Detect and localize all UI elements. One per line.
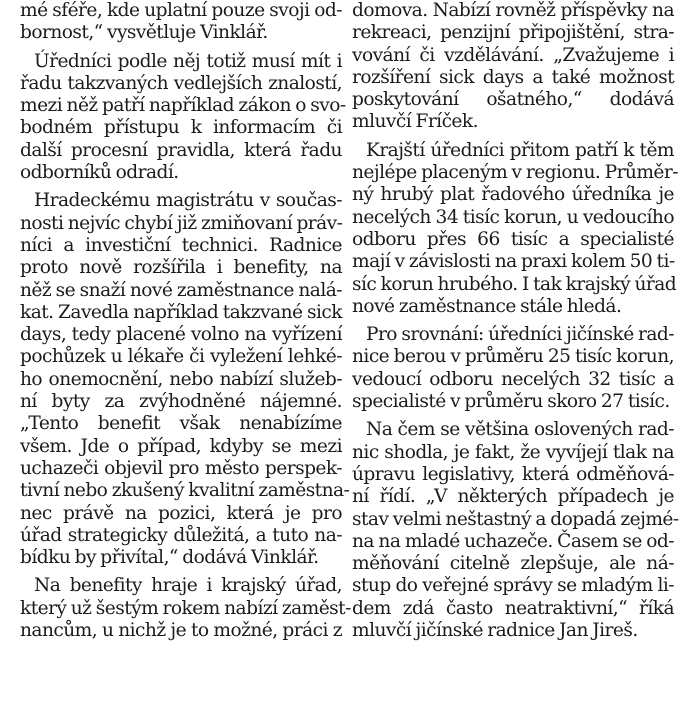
text-line: necelých 34 tisíc korun, u vedoucího [352, 206, 674, 228]
text-line: rozšíření sick days a také možnost [352, 66, 674, 88]
text-line: odboru přes 66 tisíc a specialisté [352, 228, 674, 250]
text-line: který už šestým rokem nabízí zaměst- [20, 597, 351, 619]
text-line: Na benefity hraje i krajský úřad, [34, 575, 342, 597]
text-line: uchazeči objevil pro město perspek- [20, 457, 342, 479]
text-line: nec právě na pozici, která je pro [20, 502, 342, 524]
text-line: mluvčí Fríček. [352, 111, 478, 133]
text-line: kat. Zavedla například takzvané sick [20, 301, 342, 323]
text-line: Krajští úředníci přitom patří k těm [366, 139, 674, 161]
text-line: nové zaměstnance stále hledá. [352, 295, 622, 317]
text-line: Hradeckému magistrátu v součas- [34, 190, 342, 212]
text-line: úpravu legislativy, která odměňová- [352, 463, 674, 485]
text-line: rekreaci, penzijní připojištění, stra- [352, 22, 674, 44]
text-line: proto nově rozšířila i benefity, na [20, 257, 342, 279]
text-line: „Tento benefit však nenabízíme [20, 413, 342, 435]
text-line: Pro srovnání: úředníci jičínské rad- [366, 324, 674, 346]
text-line: nice berou v průměru 25 tisíc korun, [352, 346, 674, 368]
text-line: úřad strategicky důležitá, a tuto na- [20, 524, 342, 546]
text-line: další procesní pravidla, která řadu [20, 139, 342, 161]
text-line: mluvčí jičínské radnice Jan Jireš. [352, 620, 638, 642]
text-line: síc korun hrubého. I tak krajský úřad [352, 273, 677, 295]
text-line: ní řídí. „V některých případech je [352, 486, 674, 508]
text-line: všem. Jde o případ, kdyby se mezi [20, 435, 342, 457]
text-line: mezi něž patří například zákon o svo- [20, 95, 346, 117]
text-line: vedoucí odboru necelých 32 tisíc a [352, 368, 674, 390]
text-line: poskytování ošatného,“ dodává [352, 89, 674, 111]
text-line: stav velmi neštastný a dopadá zejmé- [352, 508, 679, 530]
text-line: bídku by přivítal,“ dodává Vinklář. [20, 547, 319, 569]
text-line: bodném přístupu k informacím či [20, 117, 342, 139]
text-line: pochůzek u lékaře či vyležení lehké- [20, 346, 342, 368]
text-line: tivní nebo zkušený kvalitní zaměstna- [20, 480, 350, 502]
text-line: na na mladé uchazeče. Časem se od- [352, 530, 674, 552]
text-line: níci a investiční technici. Radnice [20, 234, 342, 256]
text-line: bornost,“ vysvětluje Vinklář. [20, 22, 268, 44]
text-line: mají v závislosti na praxi kolem 50 ti- [352, 251, 675, 273]
text-line: vování či vzdělávání. „Zvažujeme i [352, 44, 674, 66]
text-line: Úředníci podle něj totiž musí mít i [34, 50, 342, 72]
right-column [352, 0, 679, 642]
text-line: specialisté v průměru skoro 27 tisíc. [352, 391, 670, 413]
text-line: Na čem se většina oslovených rad- [366, 419, 674, 441]
left-column [20, 0, 351, 642]
text-line: stup do veřejné správy se mladým li- [352, 575, 674, 597]
text-line: nancům, u nichž je to možné, práci z [20, 620, 342, 642]
text-line: mé sféře, kde uplatní pouze svoji od- [20, 0, 342, 21]
text-line: ný hrubý plat řadového úředníka je [352, 184, 674, 206]
text-line: nejlépe placeným v regionu. Průměr- [352, 162, 678, 184]
text-line: nic shodla, je fakt, že vyvíjejí tlak na [352, 441, 674, 463]
text-line: odborníků odradí. [20, 162, 179, 184]
text-line: dem zdá často neatraktivní,“ říká [352, 597, 674, 619]
text-line: nosti nejvíc chybí již zmiňovaní práv- [20, 212, 343, 234]
text-line: ho onemocnění, nebo nabízí služeb- [20, 368, 342, 390]
text-line: domova. Nabízí rovněž příspěvky na [352, 0, 674, 21]
text-line: měňování citelně zlepšuje, ale ná- [352, 553, 674, 575]
text-line: řadu takzvaných vedlejších znalostí, [20, 72, 342, 94]
text-line: něž se snaží nové zaměstnance nalá- [20, 279, 342, 301]
text-line: ní byty za zvýhodněné nájemné. [20, 391, 342, 413]
text-line: days, tedy placené volno na vyřízení [20, 324, 342, 346]
